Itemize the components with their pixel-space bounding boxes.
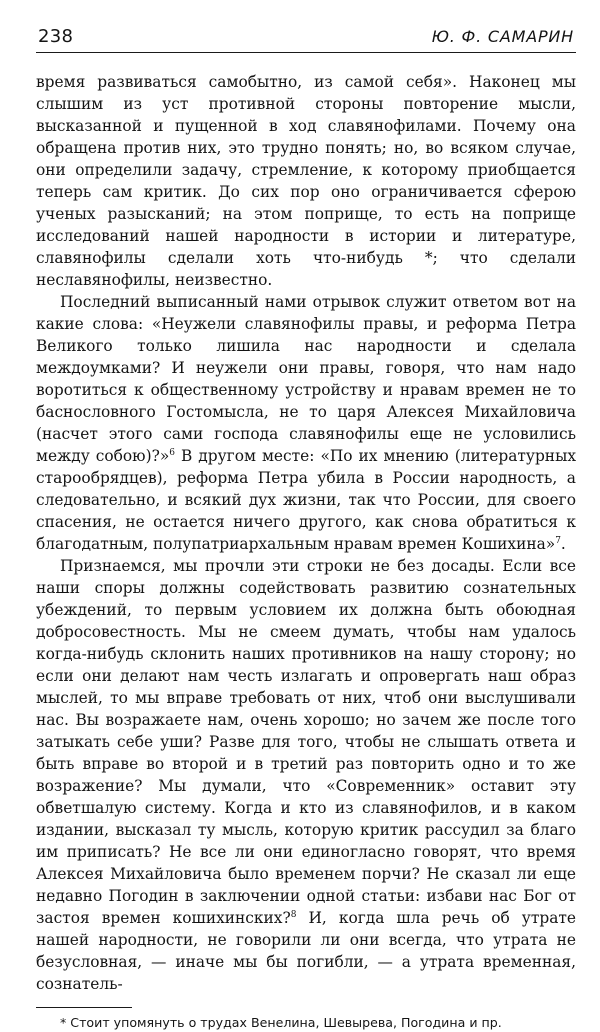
running-head-author: Ю. Ф. САМАРИН [431, 27, 574, 46]
paragraph-2-text-a: Последний выписанный нами отрывок служит ответом вот на какие слова: «Неужели славянофилы правы, и реформа Петра Великого только лишила нас народности и сделала междоумками? И неужели они правы, говоря, что нам надо воротиться к общественному устройству и нравам времен не то баснословного Гостомысла, не то царя Алексея Михайловича (насчет этого сами господа славянофилы еще не условились между собою)?» [36, 293, 576, 465]
footnote-divider [36, 1007, 132, 1008]
page-header [36, 26, 576, 53]
body-text [36, 71, 576, 995]
paragraph-2 [36, 291, 576, 555]
paragraph-2-text-b: В другом месте: «По их мнению (литературных старообрядцев), реформа Петра убила в России народность, а следовательно, и всякий дух жизни, так что России, для своего спасения, не остается ничего другого, как снова обратиться к благодатным, полупатриархальным нравам времен Кошихина» [36, 447, 576, 553]
note-ref-8: 8 [290, 909, 297, 920]
book-page [36, 26, 576, 1032]
paragraph-3-text-b: И, когда шла речь об утрате нашей народности, не говорили ли они всегда, что утрата не безусловная, — иначе мы бы погибли, — а утрата временная, сознатель- [36, 909, 576, 993]
note-ref-6: 6 [169, 447, 175, 458]
paragraph-2-text-c: . [560, 535, 566, 553]
note-ref-7: 7 [555, 535, 561, 546]
paragraph-3-text-a: Признаемся, мы прочли эти строки не без досады. Если все наши споры должны содействовать развитию сознательных убеждений, то первым условием их должна быть обоюдная добросовестность. Мы не смеем думать, чтобы нам удалось когда-нибудь склонить наших противников на нашу сторону; но если они делают нам честь излагать и опровергать наш образ мыслей, то мы вправе требовать от них, чтоб они выслушивали нас. Вы возражаете нам, очень хорошо; но зачем же после того затыкать себе уши? Разве для того, чтобы не слышать ответа и быть вправе во второй и в третий раз повторить одно и то же возражение? Мы думали, что «Современник» оставит эту обветшалую систему. Когда и кто из славянофилов, и в каком издании, высказал ту мысль, которую критик рассудил за благо им приписать? Не все ли они единогласно говорят, что время Алексея Михайловича было временем порчи? Не сказал ли еще недавно Погодин в заключении одной статьи: избави нас Бог от застоя времен кошихинских? [36, 557, 576, 927]
paragraph-1: время развиваться самобытно, из самой себя». Наконец мы слышим из уст противной стороны повторение мысли, высказанной и пущенной в ход славянофилами. Почему она обращена против них, это трудно понять; но, во всяком случае, они определили задачу, стремление, к которому приобщается теперь сам критик. До сих пор оно ограничивается сферою ученых разысканий; на этом поприще, то есть на поприще исследований нашей народности в истории и литературе, славянофилы сделали хоть что-нибудь *; что сделали неславянофилы, неизвестно. [36, 73, 576, 289]
page-number: 238 [38, 26, 74, 47]
footnote: * Стоит упомянуть о трудах Венелина, Шевырева, Погодина и пр. [60, 1015, 502, 1030]
paragraph-3 [36, 555, 576, 995]
